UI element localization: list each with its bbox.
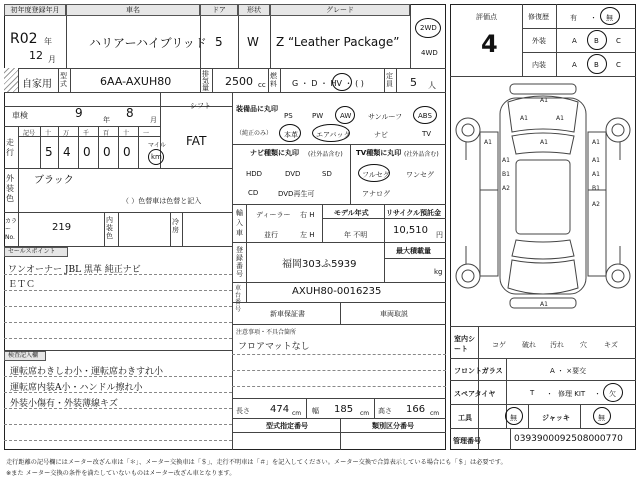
tv-sub: (社外品含む) xyxy=(404,151,439,158)
inspection-year: 9 xyxy=(75,106,83,120)
equip-aw: AW xyxy=(340,112,352,120)
recycle-value: 10,510 xyxy=(393,225,428,236)
seat-label: 室内シート xyxy=(454,335,475,353)
height-label: 高さ xyxy=(378,407,392,415)
seat-opt-2: 破れ xyxy=(522,341,536,349)
jack-label: ジャッキ xyxy=(542,414,570,422)
import-left: 左 H xyxy=(300,231,315,239)
seat-opt-3: 汚れ xyxy=(550,341,564,349)
length-unit: cm xyxy=(292,410,302,417)
spare-dot-1: ・ xyxy=(546,390,553,398)
spare-missing: 欠 xyxy=(609,390,616,398)
mark-10: A1 xyxy=(592,171,600,178)
doors-value: 5 xyxy=(215,35,223,49)
equip-tv: TV xyxy=(422,130,432,138)
sales-point-line-1: ワンオーナー JBL 黒革 純正ナビ xyxy=(8,265,141,275)
seat-opt-1: コゲ xyxy=(492,341,506,349)
color-value: ブラック xyxy=(34,175,74,186)
height-unit: cm xyxy=(430,410,440,417)
exterior-c: C xyxy=(616,37,621,45)
equip-abs-circle xyxy=(413,106,437,124)
notes-title: 注意事項・不具合箇所 xyxy=(236,329,297,336)
import-right: 右 H xyxy=(300,211,315,219)
drive-4wd: 4WD xyxy=(421,49,438,57)
door-header: ドア xyxy=(200,4,238,16)
diagram-trunk xyxy=(508,260,578,294)
notes-value: フロアマットなし xyxy=(238,342,310,352)
interior-a: A xyxy=(572,61,577,69)
mark-2: A1 xyxy=(520,115,528,122)
type-value: 6AA-AXUH80 xyxy=(100,75,172,88)
mark-4: A1 xyxy=(484,139,492,146)
recycle-unit: 円 xyxy=(436,231,443,239)
repair-dot: ・ xyxy=(590,14,597,22)
equip-leather: 本革 xyxy=(284,131,298,139)
mark-9: A1 xyxy=(592,157,600,164)
mark-8: B1 xyxy=(502,171,510,178)
first-reg-month-suffix: 月 xyxy=(48,55,56,64)
mileage-label: 走行 xyxy=(6,138,14,157)
repair-no: 無 xyxy=(606,14,613,22)
length-label: 長さ xyxy=(236,407,250,415)
spare-t: T xyxy=(530,389,535,397)
seat-opt-4: 穴 xyxy=(580,341,587,349)
model-name-header: 車名 xyxy=(66,4,200,16)
import-parallel: 並行 xyxy=(264,231,278,239)
exterior-label: 外装 xyxy=(532,37,546,45)
first-reg-month: 12 xyxy=(29,49,43,62)
navi-title: ナビ種類に丸印 xyxy=(250,149,299,157)
color-no-value: 219 xyxy=(52,222,72,233)
mileage-unit-header: 十 xyxy=(123,130,130,137)
equip-airbag: エアバック xyxy=(316,131,351,139)
navi-sd: SD xyxy=(322,170,332,178)
mileage-unit-header: 百 xyxy=(103,130,110,137)
vehicle-manual: 車両取説 xyxy=(380,310,408,318)
equip-navi: ナビ xyxy=(374,131,388,139)
tools-value: 無 xyxy=(510,414,517,422)
repair-label: 修復歴 xyxy=(528,13,549,21)
fuel-hv-circle xyxy=(332,73,352,91)
km-label: km xyxy=(151,153,162,161)
shape-header: 形状 xyxy=(238,4,270,16)
tv-title: TV種類に丸印 xyxy=(356,149,402,157)
mileage-digit: 0 xyxy=(123,145,131,159)
grade-value: Z “Leather Package” xyxy=(276,35,400,49)
type-cert-label: 型式指定番号 xyxy=(266,422,308,430)
mark-13: A2 xyxy=(592,201,600,208)
sales-point-line-2: ＥＴＣ xyxy=(8,280,36,290)
tools-circle xyxy=(505,407,523,425)
navi-dvd: DVD xyxy=(285,170,301,178)
fuel-label: 燃料 xyxy=(270,72,277,88)
displacement-unit: cc xyxy=(258,81,266,89)
jack-circle xyxy=(593,407,611,425)
model-year-label: モデル年式 xyxy=(334,209,369,217)
registration-label: 登録番号 xyxy=(236,246,243,278)
registration-value: 福岡303ふ5939 xyxy=(282,259,357,270)
diagram-front-bumper xyxy=(510,84,576,94)
first-reg-header: 初年度登録年月 xyxy=(4,4,66,16)
capacity-value: 5 xyxy=(410,76,417,89)
diagram-rear-glass xyxy=(512,240,574,259)
equip-abs: ABS xyxy=(418,112,432,120)
shift-label: シフト xyxy=(190,102,211,110)
sales-point-title: セールスポイント xyxy=(4,247,68,257)
spare-label: スペアタイヤ xyxy=(454,390,496,398)
glass-label: フロントガラス xyxy=(454,367,503,375)
seat-opt-5: キズ xyxy=(604,341,618,349)
inspection-month: 8 xyxy=(126,106,134,120)
mark-7: A1 xyxy=(502,157,510,164)
mark-12: A2 xyxy=(502,185,510,192)
inspector-line-3: 外装小傷有・外装薄線キズ xyxy=(10,399,118,409)
tools-label: 工具 xyxy=(458,414,472,422)
interior-color-label: 内装色 xyxy=(106,216,113,240)
exterior-b-circle xyxy=(587,30,607,50)
km-circle xyxy=(148,149,164,165)
glass-options: A ・ ×要交 xyxy=(550,367,587,375)
tv-fullseg: フルセグ xyxy=(362,171,390,179)
footer-line-1: 走行距離の記号欄にはメーター改ざん車は「＊」、メーター交換車は「＄」、走行不明車は「＃」を記入してください。メーター交換で合算表示している場合にも「＄」は必要です。 xyxy=(6,459,507,466)
color-label: 外装色 xyxy=(6,174,14,203)
inspector-title: 検査記入欄 xyxy=(4,351,46,361)
max-load-label: 最大積載量 xyxy=(396,247,431,255)
mark-14: A1 xyxy=(540,301,548,308)
navi-dvd-play: DVD再生可 xyxy=(278,190,315,198)
mileage-digit: 0 xyxy=(83,145,91,159)
fuel-options: G ・ D ・ HV ・ ( ) xyxy=(292,79,364,88)
spare-kit: 修理 KIT xyxy=(558,390,586,398)
car-damage-diagram xyxy=(450,80,636,322)
spare-missing-circle xyxy=(603,383,623,402)
type-label: 型式 xyxy=(60,72,67,88)
tv-fullseg-circle xyxy=(358,164,390,182)
inspector-line-1: 運転席わきしわ小・運転席わきすれ小 xyxy=(10,367,164,377)
interior-label: 内装 xyxy=(532,61,546,69)
width-value: 185 xyxy=(334,404,354,415)
max-load-unit: kg xyxy=(434,268,443,276)
exterior-b: B xyxy=(594,37,599,45)
mileage-unit-header: 十 xyxy=(45,130,52,137)
mark-6: A1 xyxy=(592,139,600,146)
class-label: 類別区分番号 xyxy=(372,422,414,430)
navi-cd: CD xyxy=(248,189,259,197)
use-type-value: 自家用 xyxy=(22,79,52,90)
mileage-unit-header: 記号 xyxy=(23,130,36,137)
mileage-unit-header: 万 xyxy=(63,130,70,137)
mgmt-label: 管理番号 xyxy=(453,437,481,445)
shape-value: W xyxy=(247,35,259,49)
mark-11: B1 xyxy=(592,185,600,192)
equip-sunroof: サンルーフ xyxy=(368,113,403,121)
width-label: 幅 xyxy=(312,407,319,415)
jack-value: 無 xyxy=(598,414,605,422)
color-note: （ ）色替車は色替と記入 xyxy=(122,197,202,205)
recycle-label: リサイクル預託金 xyxy=(386,209,442,217)
displacement-value: 2500 xyxy=(225,75,253,88)
equipment-label: 装備品に丸印 xyxy=(236,105,278,113)
repair-yes: 有 xyxy=(570,14,577,22)
inspector-line-2: 運転席内装A小・ハンドル擦れ小 xyxy=(10,383,143,393)
new-car-warranty: 新車保証書 xyxy=(270,310,305,318)
rating-label: 評価点 xyxy=(476,13,497,21)
interior-c: C xyxy=(616,61,621,69)
displacement-label: 排気量 xyxy=(202,70,209,92)
navi-sub: (社外品含む) xyxy=(308,151,343,158)
tv-oneseg: ワンセグ xyxy=(406,171,434,179)
equipment-sublabel: （純正のみ） xyxy=(236,130,273,137)
diagram-left-side xyxy=(480,132,498,276)
diagram-roof xyxy=(516,160,570,234)
model-name-value: ハリアーハイブリッド xyxy=(89,36,207,50)
navi-hdd: HDD xyxy=(246,170,263,178)
width-unit: cm xyxy=(360,410,370,417)
shift-value: FAT xyxy=(186,134,207,148)
interior-b: B xyxy=(594,61,599,69)
equip-leather-circle xyxy=(279,124,301,142)
equip-airbag-circle xyxy=(312,124,350,142)
drive-2wd: 2WD xyxy=(420,24,437,32)
inspection-month-unit: 月 xyxy=(150,116,157,124)
chassis-value: AXUH80-0016235 xyxy=(292,286,382,297)
equip-aw-circle xyxy=(335,106,355,124)
mileage-digit: 4 xyxy=(63,145,71,159)
mile-label: マイル xyxy=(148,142,166,149)
mileage-unit-header: 千 xyxy=(83,130,90,137)
capacity-unit: 人 xyxy=(428,81,436,90)
mileage-digit: 0 xyxy=(103,145,111,159)
first-reg-year: R02 xyxy=(10,31,38,47)
equip-pw: PW xyxy=(312,112,324,120)
footer-line-2: ※また メーター交換の条件を満たしていないものはメーター改ざん車となります。 xyxy=(6,470,236,477)
capacity-label: 定員 xyxy=(386,72,393,88)
diagram-body-outline xyxy=(500,98,586,294)
model-year-value: 年 不明 xyxy=(344,231,368,239)
mileage-digit: 5 xyxy=(45,145,53,159)
repair-no-circle xyxy=(600,7,620,25)
color-no-label: カラーNo. xyxy=(5,218,18,241)
first-reg-year-suffix: 年 xyxy=(44,37,52,46)
mark-5: A1 xyxy=(540,139,548,146)
length-value: 474 xyxy=(270,404,290,415)
mileage-unit-header: 一 xyxy=(143,130,150,137)
cooler-label: 冷房 xyxy=(172,218,179,234)
tv-analog: アナログ xyxy=(362,190,390,198)
rating-value: 4 xyxy=(481,30,498,58)
import-dealer: ディーラー xyxy=(256,211,291,219)
drive-2wd-circle xyxy=(415,18,441,38)
height-value: 166 xyxy=(406,404,426,415)
mgmt-value: 0393900092508000770 xyxy=(514,434,623,444)
spare-dot-2: ・ xyxy=(594,390,601,398)
import-label: 輸入車 xyxy=(236,209,243,237)
interior-b-circle xyxy=(587,54,607,74)
grade-header: グレード xyxy=(270,4,410,16)
exterior-a: A xyxy=(572,37,577,45)
inspection-year-unit: 年 xyxy=(103,116,110,124)
equip-ps: PS xyxy=(284,112,293,120)
mark-3: A1 xyxy=(556,115,564,122)
mark-1: A1 xyxy=(540,97,548,104)
inspection-label: 車検 xyxy=(12,111,28,120)
chassis-label: 車台番号 xyxy=(235,285,242,313)
